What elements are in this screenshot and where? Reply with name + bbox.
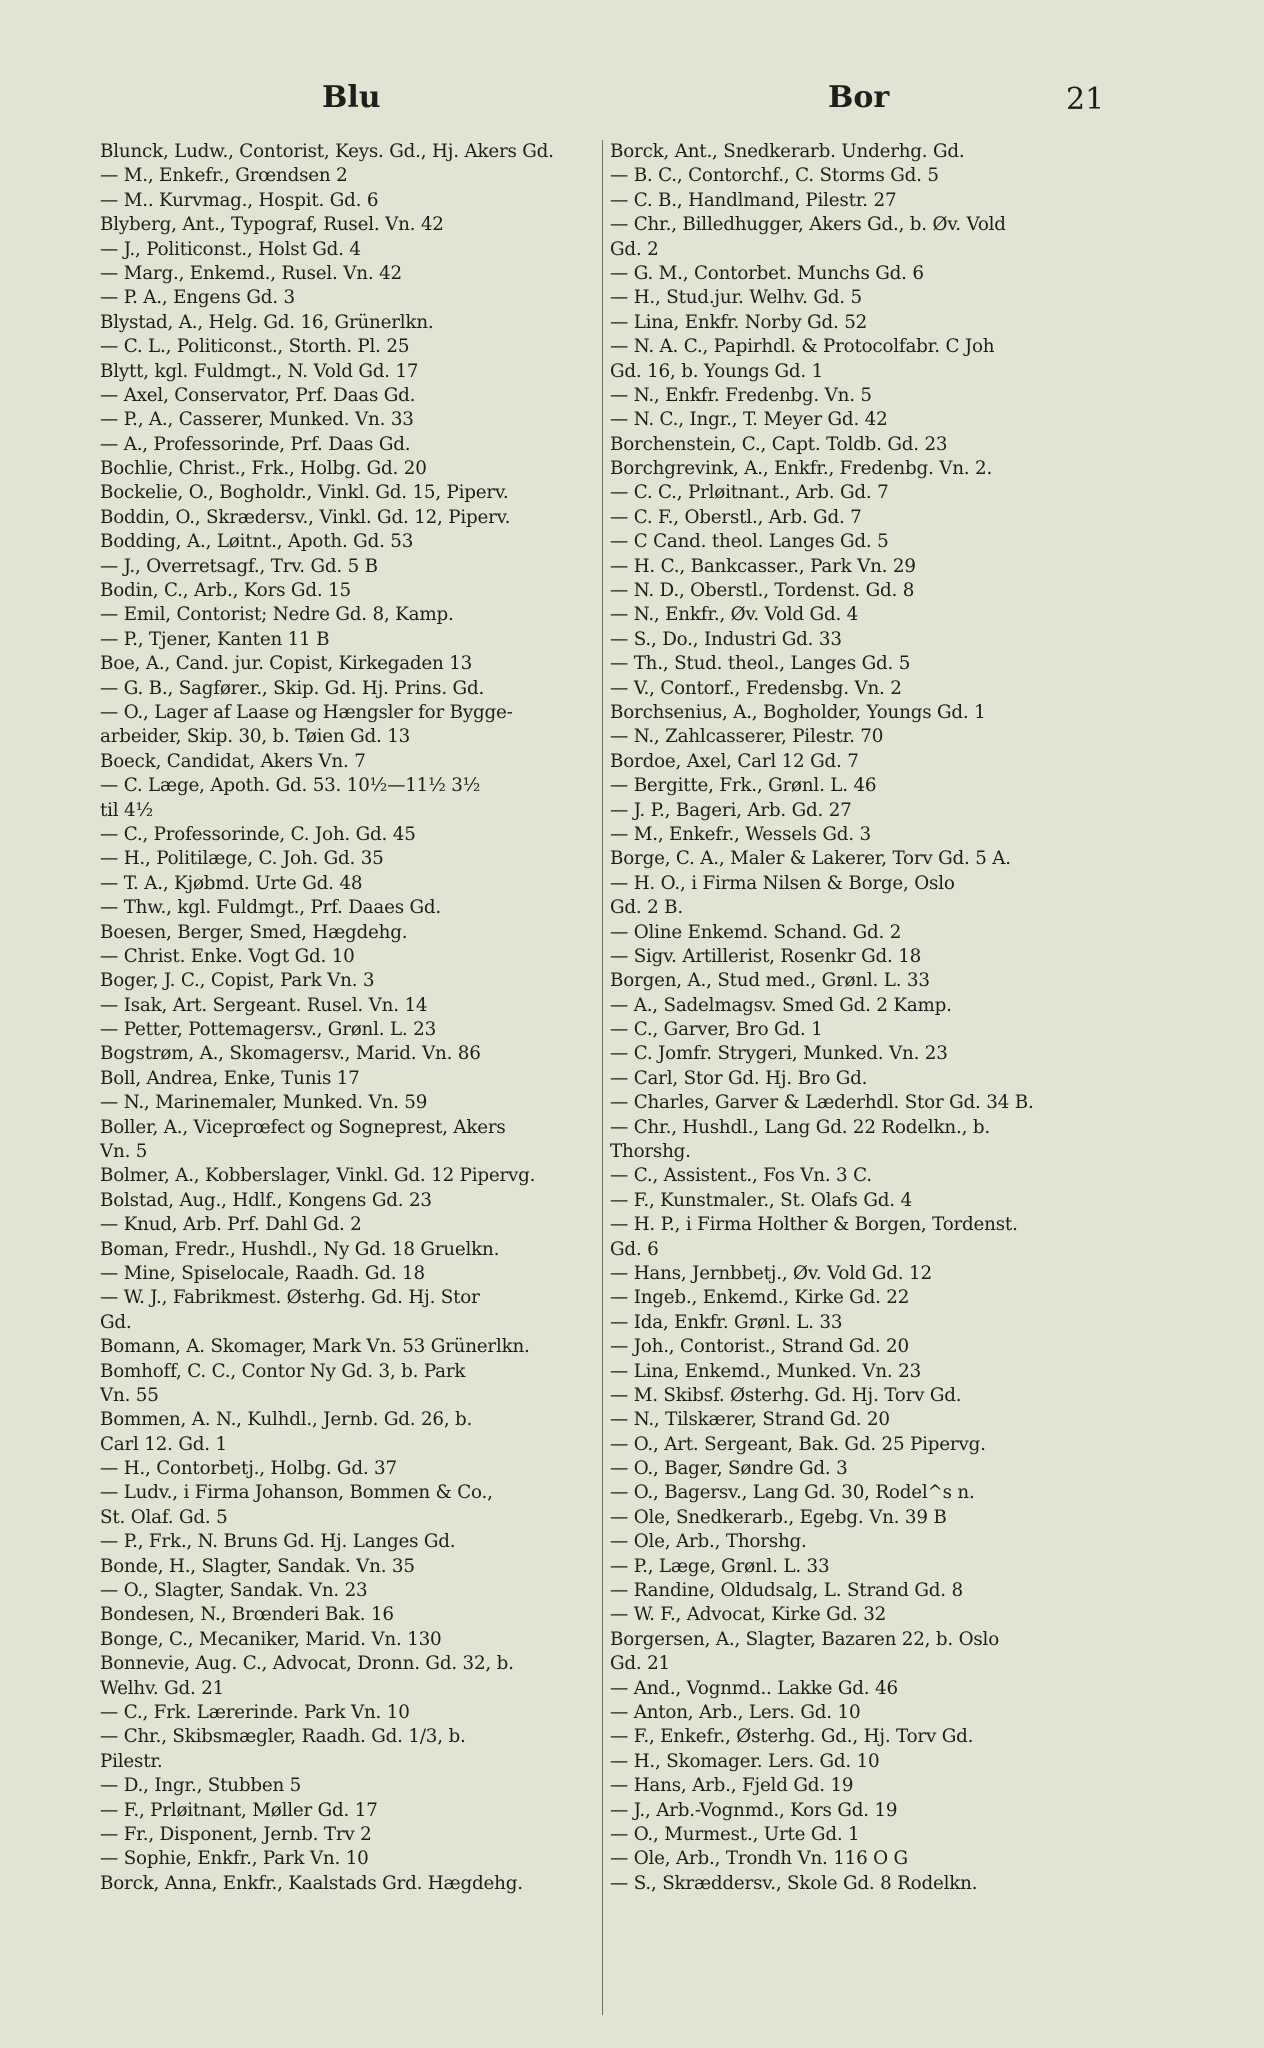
directory-line: Gd. [100, 1311, 132, 1333]
directory-line: — P., Frk., N. Bruns Gd. Hj. Langes Gd. [100, 1531, 456, 1553]
directory-line: — Ludv., i Firma Johanson, Bommen & Co., [100, 1482, 493, 1504]
directory-line: — A., Professorinde, Prf. Daas Gd. [100, 433, 411, 455]
directory-line: — C. C., Prløitnant., Arb. Gd. 7 [610, 482, 889, 504]
directory-line: — H. O., i Firma Nilsen & Borge, Oslo [610, 872, 955, 894]
directory-line: Boeck, Candidat, Akers Vn. 7 [100, 750, 366, 772]
directory-line: Boesen, Berger, Smed, Hægdehg. [100, 921, 408, 943]
directory-line: Gd. 2 B. [610, 897, 684, 919]
directory-line: Boe, A., Cand. jur. Copist, Kirkegaden 13 [100, 653, 473, 675]
directory-line: — N., Zahlcasserer, Pilestr. 70 [610, 726, 884, 748]
directory-line: Pilestr. [100, 1750, 163, 1772]
directory-line: Bolstad, Aug., Hdlf., Kongens Gd. 23 [100, 1189, 432, 1211]
directory-line: Blystad, A., Helg. Gd. 16, Grünerlkn. [100, 311, 434, 333]
directory-line: Gd. 2 [610, 238, 659, 260]
directory-line: Bonnevie, Aug. C., Advocat, Dronn. Gd. 32, b. [100, 1653, 514, 1675]
left-column [100, 140, 595, 2020]
directory-line: — M.. Kurvmag., Hospit. Gd. 6 [100, 189, 379, 211]
directory-line: — J. P., Bageri, Arb. Gd. 27 [610, 799, 852, 821]
directory-line: — D., Ingr., Stubben 5 [100, 1775, 302, 1797]
directory-line: Vn. 5 [100, 1141, 148, 1163]
directory-line: — N., Enkfr., Øv. Vold Gd. 4 [610, 604, 859, 626]
directory-line: — H., Politilæge, C. Joh. Gd. 35 [100, 848, 384, 870]
directory-line: — H. C., Bankcasser., Park Vn. 29 [610, 555, 916, 577]
directory-line: — C., Frk. Lærerinde. Park Vn. 10 [100, 1702, 410, 1723]
directory-line: Gd. 16, b. Youngs Gd. 1 [610, 360, 824, 382]
directory-line: — Isak, Art. Sergeant. Rusel. Vn. 14 [100, 994, 428, 1016]
directory-line: — P., Læge, Grønl. L. 33 [610, 1555, 830, 1577]
directory-line: — Hans, Jernbbetj., Øv. Vold Gd. 12 [610, 1262, 932, 1284]
directory-line: — Chr., Billedhugger, Akers Gd., b. Øv. Vold [610, 214, 1006, 236]
directory-line: — C. B., Handlmand, Pilestr. 27 [610, 189, 897, 211]
directory-line: arbeider, Skip. 30, b. Tøien Gd. 13 [100, 726, 411, 748]
right-column [610, 140, 1105, 2020]
directory-line: — Mine, Spiselocale, Raadh. Gd. 18 [100, 1262, 425, 1284]
directory-line: Bordoe, Axel, Carl 12 Gd. 7 [610, 750, 859, 772]
directory-line: — C. L., Politiconst., Storth. Pl. 25 [100, 336, 410, 358]
directory-line: — M., Enkefr., Grœndsen 2 [100, 165, 348, 187]
directory-line: — Charles, Garver & Læderhdl. Stor Gd. 34 B. [610, 1092, 1034, 1114]
directory-line: Gd. 21 [610, 1653, 670, 1675]
directory-line: — Carl, Stor Gd. Hj. Bro Gd. [610, 1067, 868, 1089]
directory-line: — N. C., Ingr., T. Meyer Gd. 42 [610, 409, 888, 431]
directory-line: — Oline Enkemd. Schand. Gd. 2 [610, 921, 902, 943]
directory-line: — Sophie, Enkfr., Park Vn. 10 [100, 1848, 369, 1870]
directory-line: — Emil, Contorist; Nedre Gd. 8, Kamp. [100, 604, 454, 626]
directory-line: Vn. 55 [100, 1384, 159, 1406]
directory-line: — A., Sadelmagsv. Smed Gd. 2 Kamp. [610, 994, 952, 1016]
directory-line: — G. M., Contorbet. Munchs Gd. 6 [610, 262, 924, 284]
directory-line: Bodding, A., Løitnt., Apoth. Gd. 53 [100, 531, 414, 553]
directory-line: — F., Prløitnant, Møller Gd. 17 [100, 1799, 378, 1821]
directory-line: Gd. 6 [610, 1238, 659, 1260]
directory-line: — C., Assistent., Fos Vn. 3 C. [610, 1165, 872, 1187]
directory-line: — Petter, Pottemagersv., Grønl. L. 23 [100, 1019, 437, 1041]
directory-line: — V., Contorf., Fredensbg. Vn. 2 [610, 677, 902, 699]
directory-line: Bonge, C., Mecaniker, Marid. Vn. 130 [100, 1628, 442, 1650]
directory-line: — Axel, Conservator, Prf. Daas Gd. [100, 384, 416, 406]
directory-line: — O., Bager, Søndre Gd. 3 [610, 1458, 848, 1480]
directory-line: — H., Contorbetj., Holbg. Gd. 37 [100, 1458, 397, 1480]
directory-line: — Lina, Enkfr. Norby Gd. 52 [610, 311, 868, 333]
directory-line: — P., A., Casserer, Munked. Vn. 33 [100, 409, 414, 431]
directory-line: Borgersen, A., Slagter, Bazaren 22, b. Oslo [610, 1628, 999, 1650]
directory-line: — Lina, Enkemd., Munked. Vn. 23 [610, 1360, 922, 1382]
directory-line: — C., Garver, Bro Gd. 1 [610, 1019, 823, 1041]
directory-line: — O., Art. Sergeant, Bak. Gd. 25 Pipervg. [610, 1433, 986, 1455]
directory-line: — C Cand. theol. Langes Gd. 5 [610, 531, 889, 553]
directory-line: Boddin, O., Skrædersv., Vinkl. Gd. 12, Piperv. [100, 506, 511, 528]
directory-line: — Bergitte, Frk., Grønl. L. 46 [610, 775, 877, 797]
directory-line: Bomann, A. Skomager, Mark Vn. 53 Grünerlkn. [100, 1336, 530, 1358]
directory-line: Carl 12. Gd. 1 [100, 1433, 227, 1455]
directory-line: — Th., Stud. theol., Langes Gd. 5 [610, 653, 911, 675]
directory-line: — N., Enkfr. Fredenbg. Vn. 5 [610, 384, 872, 406]
directory-line: Blunck, Ludw., Contorist, Keys. Gd., Hj. Akers Gd. [100, 141, 554, 162]
directory-line: Bondesen, N., Brœnderi Bak. 16 [100, 1604, 394, 1626]
directory-line: — G. B., Sagfører., Skip. Gd. Hj. Prins. Gd. [100, 677, 485, 699]
directory-line: — Sigv. Artillerist, Rosenkr Gd. 18 [610, 945, 922, 967]
directory-line: Bomhoff, C. C., Contor Ny Gd. 3, b. Park [100, 1360, 466, 1382]
directory-line: — W. J., Fabrikmest. Østerhg. Gd. Hj. Stor [100, 1287, 480, 1309]
directory-line: — M., Enkefr., Wessels Gd. 3 [610, 823, 871, 845]
directory-line: — Randine, Oldudsalg, L. Strand Gd. 8 [610, 1580, 963, 1602]
directory-line: — Ida, Enkfr. Grønl. L. 33 [610, 1311, 843, 1333]
directory-line: Boger, J. C., Copist, Park Vn. 3 [100, 970, 375, 992]
directory-line: Boman, Fredr., Hushdl., Ny Gd. 18 Gruelkn. [100, 1238, 500, 1260]
directory-line: Borck, Anna, Enkfr., Kaalstads Grd. Hægdehg. [100, 1872, 523, 1894]
directory-line: — Hans, Arb., Fjeld Gd. 19 [610, 1775, 854, 1797]
directory-line: — C. F., Oberstl., Arb. Gd. 7 [610, 506, 862, 528]
directory-line: — J., Politiconst., Holst Gd. 4 [100, 238, 361, 260]
directory-line: — P., Tjener, Kanten 11 B [100, 628, 330, 650]
directory-line: Borge, C. A., Maler & Lakerer, Torv Gd. 5 A. [610, 848, 1011, 870]
directory-line: St. Olaf. Gd. 5 [100, 1506, 228, 1528]
directory-line: — Ingeb., Enkemd., Kirke Gd. 22 [610, 1287, 910, 1309]
directory-line: — H., Stud.jur. Welhv. Gd. 5 [610, 287, 862, 309]
directory-line: — S., Skræddersv., Skole Gd. 8 Rodelkn. [610, 1872, 978, 1894]
directory-line: — Christ. Enke. Vogt Gd. 10 [100, 945, 355, 967]
directory-line: Welhv. Gd. 21 [100, 1677, 225, 1699]
directory-line: — N., Tilskærer, Strand Gd. 20 [610, 1409, 890, 1431]
directory-line: Bochlie, Christ., Frk., Holbg. Gd. 20 [100, 458, 427, 480]
header-right-keyword: Bor [828, 80, 890, 115]
directory-line: Boller, A., Viceprœfect og Sogneprest, Akers [100, 1116, 506, 1138]
column-divider [602, 140, 603, 2015]
directory-line: Bodin, C., Arb., Kors Gd. 15 [100, 580, 351, 602]
header-left-keyword: Blu [322, 80, 381, 115]
directory-line: Bommen, A. N., Kulhdl., Jernb. Gd. 26, b. [100, 1409, 473, 1431]
directory-line: Borchgrevink, A., Enkfr., Fredenbg. Vn. 2. [610, 458, 993, 480]
directory-line: — H., Skomager. Lers. Gd. 10 [610, 1750, 880, 1772]
directory-line: — Chr., Skibsmægler, Raadh. Gd. 1/3, b. [100, 1726, 466, 1748]
directory-line: — W. F., Advocat, Kirke Gd. 32 [610, 1604, 887, 1626]
directory-line: — B. C., Contorchf., C. Storms Gd. 5 [610, 165, 939, 187]
directory-line: Borgen, A., Stud med., Grønl. L. 33 [610, 970, 930, 992]
directory-line: — Joh., Contorist., Strand Gd. 20 [610, 1336, 909, 1358]
directory-line: — Chr., Hushdl., Lang Gd. 22 Rodelkn., b. [610, 1116, 990, 1138]
directory-line: — Marg., Enkemd., Rusel. Vn. 42 [100, 262, 402, 284]
directory-line: Bockelie, O., Bogholdr., Vinkl. Gd. 15, Piperv. [100, 482, 509, 504]
directory-line: — N., Marinemaler, Munked. Vn. 59 [100, 1092, 428, 1114]
directory-line: — C. Læge, Apoth. Gd. 53. 10½—11½ 3½ [100, 775, 481, 797]
directory-line: — F., Enkefr., Østerhg. Gd., Hj. Torv Gd. [610, 1726, 974, 1748]
directory-line: — Ole, Arb., Thorshg. [610, 1531, 807, 1553]
directory-line: — C., Professorinde, C. Joh. Gd. 45 [100, 823, 416, 845]
directory-line: — P. A., Engens Gd. 3 [100, 287, 295, 309]
directory-line: — J., Arb.-Vognmd., Kors Gd. 19 [610, 1799, 898, 1821]
directory-line: — C. Jomfr. Strygeri, Munked. Vn. 23 [610, 1043, 948, 1065]
directory-line: — O., Lager af Laase og Hængsler for Bygge- [100, 701, 513, 723]
directory-line: — H. P., i Firma Holther & Borgen, Tordenst. [610, 1214, 1018, 1236]
directory-line: til 4½ [100, 799, 154, 821]
directory-line: — Ole, Snedkerarb., Egebg. Vn. 39 B [610, 1506, 947, 1528]
directory-line: Bonde, H., Slagter, Sandak. Vn. 35 [100, 1555, 415, 1577]
directory-line: — O., Murmest., Urte Gd. 1 [610, 1823, 860, 1845]
directory-line: — And., Vognmd.. Lakke Gd. 46 [610, 1677, 898, 1699]
directory-line: — F., Kunstmaler., St. Olafs Gd. 4 [610, 1189, 912, 1211]
directory-line: — N. A. C., Papirhdl. & Protocolfabr. C Joh [610, 336, 995, 358]
page-number: 21 [1066, 82, 1105, 117]
directory-line: — Fr., Disponent, Jernb. Trv 2 [100, 1823, 372, 1845]
directory-line: — Anton, Arb., Lers. Gd. 10 [610, 1702, 861, 1723]
directory-line: Thorshg. [610, 1141, 691, 1163]
directory-line: — Thw., kgl. Fuldmgt., Prf. Daaes Gd. [100, 897, 442, 919]
directory-line: — Ole, Arb., Trondh Vn. 116 O G [610, 1848, 908, 1870]
directory-line: — M. Skibsf. Østerhg. Gd. Hj. Torv Gd. [610, 1384, 962, 1406]
directory-line: Bogstrøm, A., Skomagersv., Marid. Vn. 86 [100, 1043, 481, 1065]
directory-line: Blytt, kgl. Fuldmgt., N. Vold Gd. 17 [100, 360, 419, 382]
directory-line: — Knud, Arb. Prf. Dahl Gd. 2 [100, 1214, 362, 1236]
directory-line: — T. A., Kjøbmd. Urte Gd. 48 [100, 872, 363, 894]
directory-line: — N. D., Oberstl., Tordenst. Gd. 8 [610, 580, 915, 602]
directory-line: Boll, Andrea, Enke, Tunis 17 [100, 1067, 360, 1089]
directory-line: Borchenstein, C., Capt. Toldb. Gd. 23 [610, 433, 948, 455]
directory-line: Borchsenius, A., Bogholder, Youngs Gd. 1 [610, 701, 986, 723]
directory-line: Bolmer, A., Kobberslager, Vinkl. Gd. 12 Pipervg. [100, 1165, 536, 1187]
directory-line: — O., Slagter, Sandak. Vn. 23 [100, 1580, 368, 1602]
directory-line: — S., Do., Industri Gd. 33 [610, 628, 842, 650]
directory-line: — O., Bagersv., Lang Gd. 30, Rodel^s n. [610, 1482, 975, 1504]
directory-line: Borck, Ant., Snedkerarb. Underhg. Gd. [610, 141, 965, 162]
page-header [0, 80, 1264, 130]
directory-line: Blyberg, Ant., Typograf, Rusel. Vn. 42 [100, 214, 444, 236]
directory-line: — J., Overretsagf., Trv. Gd. 5 B [100, 555, 378, 577]
